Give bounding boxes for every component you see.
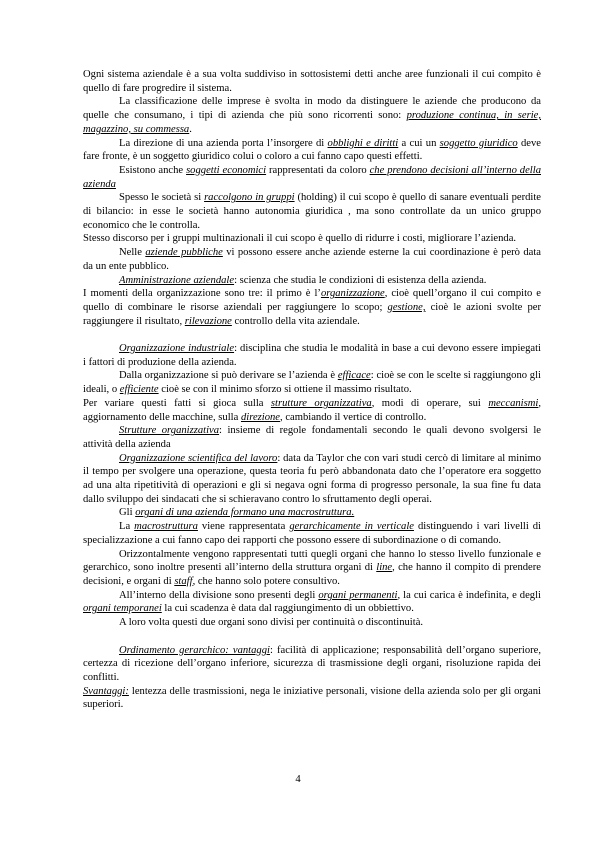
highlighted-term: gestione, xyxy=(387,301,426,313)
paragraph xyxy=(83,644,541,685)
document-body xyxy=(83,68,541,712)
text-run: : facilità di applicazione; responsabilità dell’organo superiore, certezza di ricezione dell’organo inferiore, sicurezza di trasmissione degli organi, risoluzione rapida dei conflitti. xyxy=(83,644,542,683)
text-run: lentezza delle trasmissioni, nega le iniziative personali, visione della azienda solo per gli organi superiori. xyxy=(83,685,541,711)
paragraph xyxy=(83,506,541,520)
text-run: Gli xyxy=(119,507,136,519)
text-run: controllo della vita aziendale. xyxy=(231,315,360,327)
paragraph xyxy=(83,246,541,273)
highlighted-term: line xyxy=(376,562,393,574)
text-run: , cambiando il vertice di controllo. xyxy=(280,411,427,423)
paragraph xyxy=(83,342,541,369)
text-run: la cui scadenza è data dal raggiungimento di un obbiettivo. xyxy=(161,603,414,615)
paragraph xyxy=(83,397,541,424)
highlighted-term: Svantaggi: xyxy=(83,685,129,697)
paragraph xyxy=(83,68,541,95)
highlighted-term: soggetti economici xyxy=(186,164,267,176)
highlighted-term: Amministrazione aziendale xyxy=(119,274,235,286)
highlighted-term: soggetto giuridico xyxy=(439,137,518,149)
text-run: , che hanno solo potere consultivo. xyxy=(192,576,340,587)
text-run: Orizzontalmente vengono rappresentati tutti quegli organi che hanno lo stesso livello funzionale e gerarchico, sono inoltre presenti all’interno della struttura organi di xyxy=(83,548,541,574)
highlighted-term: direzione xyxy=(240,411,281,423)
text-run: La direzione di una azienda porta l’insorgere di xyxy=(119,137,328,149)
text-run: deve fare fronte, è un soggetto giuridico colui o coloro a cui fanno capo questi effetti. xyxy=(83,137,542,163)
paragraph xyxy=(83,424,541,451)
highlighted-term: organi temporanei xyxy=(83,603,162,615)
text-run: : data da Taylor che con vari studi cercò di limitare al minimo il tempo per svolgere una operazione, questa teoria fu però abbandonata dato che l’operatore era soggetto ad una alta ripetitività di operazioni e gli si negava ogni forma di progresso personale, la sua fine fu data dallo sviluppo dei sindacati che si schieravano contro lo sfruttamento degli operai. xyxy=(83,452,541,505)
paragraph xyxy=(83,589,541,616)
highlighted-term: che prendono decisioni all’interno della azienda xyxy=(83,164,541,190)
highlighted-term: raccolgono in gruppi xyxy=(204,192,295,204)
text-run: , modi di operare, sui xyxy=(371,397,489,409)
text-run: : scienza che studia le condizioni di esistenza della azienda. xyxy=(234,274,487,286)
highlighted-term: organi di una azienda formano una macrostruttura. xyxy=(135,507,355,519)
text-run: La xyxy=(119,521,135,533)
highlighted-term: obblighi e diritti xyxy=(327,137,399,149)
paragraph xyxy=(83,520,541,547)
text-run: viene rappresentata xyxy=(197,521,290,533)
text-run: Spesso le società si xyxy=(119,192,205,204)
highlighted-term: organi permanenti xyxy=(318,589,398,601)
text-run: , che hanno il compito di prendere decisioni, e organi di xyxy=(83,562,541,587)
text-run: : disciplina che studia le modalità in base a cui devono essere impiegati i fattori di produzione della azienda. xyxy=(83,343,541,368)
text-run: Esistono anche xyxy=(119,164,187,176)
text-run: Nelle xyxy=(119,247,146,259)
highlighted-term: Organizzazione scientifica del lavoro xyxy=(119,452,278,464)
text-run: , cioè quell’organo il cui compito e quello di combinare le risorse aziendali per raggiungere lo scopo; xyxy=(83,288,542,313)
paragraph xyxy=(83,548,541,589)
highlighted-term: gerarchicamente in verticale xyxy=(289,521,414,533)
highlighted-term: staff xyxy=(174,576,193,587)
text-run: , aggiornamento delle macchine, sulla xyxy=(83,397,541,423)
text-run: : cioè se con le scelte si raggiungono gli ideali, o xyxy=(83,370,541,396)
paragraph xyxy=(83,95,541,136)
paragraph xyxy=(83,191,541,232)
highlighted-term: rilevazione xyxy=(184,315,232,327)
text-run: Per variare questi fatti si gioca sulla xyxy=(83,397,271,409)
text-run: , la cui carica è indefinita, e degli xyxy=(397,589,541,601)
highlighted-term: Ordinamento gerarchico: vantaggi xyxy=(119,644,270,656)
text-run: cioè le azioni svolte per raggiungere il risultato, xyxy=(83,301,541,327)
paragraph xyxy=(83,685,541,712)
text-run: : insieme di regole fondamentali secondo le quali devono svolgersi le attività della azienda xyxy=(83,425,541,450)
text-run: All’interno della divisione sono presenti degli xyxy=(119,589,319,601)
text-run: I momenti della organizzazione sono tre: il primo è l’ xyxy=(83,288,321,300)
highlighted-term: macrostruttura xyxy=(134,521,198,533)
highlighted-term: organizzazione xyxy=(320,288,385,300)
text-run: rappresentati da coloro xyxy=(266,164,370,176)
paragraph xyxy=(83,616,541,630)
highlighted-term: Strutture organizzativa xyxy=(119,425,220,437)
text-run: Dalla organizzazione si può derivare se l’azienda è xyxy=(119,370,338,382)
text-run: Stesso discorso per i gruppi multinazionali il cui scopo è quello di ridurre i costi, migliorare l’azienda. xyxy=(83,233,517,245)
highlighted-term: meccanismi xyxy=(488,397,539,409)
text-run: cioè se con il minimo sforzo si ottiene il massimo risultato. xyxy=(158,384,412,396)
text-run: vi possono essere anche aziende esterne la cui coordinazione è però data da un ente pubblico. xyxy=(83,247,541,272)
paragraph xyxy=(83,452,541,507)
paragraph xyxy=(83,137,541,164)
paragraph xyxy=(83,274,541,288)
text-run: a cui un xyxy=(398,137,440,149)
paragraph xyxy=(83,164,541,191)
highlighted-term: aziende pubbliche xyxy=(145,247,223,259)
highlighted-term: efficace xyxy=(337,370,371,382)
text-run: . xyxy=(189,123,192,135)
text-run: distinguendo i vari livelli di specializzazione a cui fanno capo dei rapporti che possono essere di subordinazione o di comando. xyxy=(83,521,542,546)
text-run: Ogni sistema aziendale è a sua volta suddiviso in sottosistemi detti anche aree funzionali il cui compito è quello di fare progredire il sistema. xyxy=(83,69,541,94)
text-run: A loro volta questi due organi sono divisi per continuità o discontinuità. xyxy=(119,617,424,629)
text-run: La classificazione delle imprese è svolta in modo da distinguere le aziende che producono da quelle che consumano, i tipi di azienda che più sono ricorrenti sono: xyxy=(83,96,541,122)
highlighted-term: strutture organizzativa xyxy=(270,397,372,409)
page-number: 4 xyxy=(295,774,301,785)
text-run: (holding) il cui scopo è quello di sanare eventuali perdite di bilancio: in esse le società hanno autonomia giuridica , ma sono controllate da un unico gruppo economico che le controlla. xyxy=(83,192,541,231)
paragraph xyxy=(83,369,541,396)
paragraph xyxy=(83,232,541,246)
highlighted-term: Organizzazione industriale xyxy=(119,343,235,355)
paragraph xyxy=(83,287,541,328)
highlighted-term: produzione continua, in serie, magazzino, su commessa xyxy=(83,110,541,135)
highlighted-term: efficiente xyxy=(119,384,159,396)
